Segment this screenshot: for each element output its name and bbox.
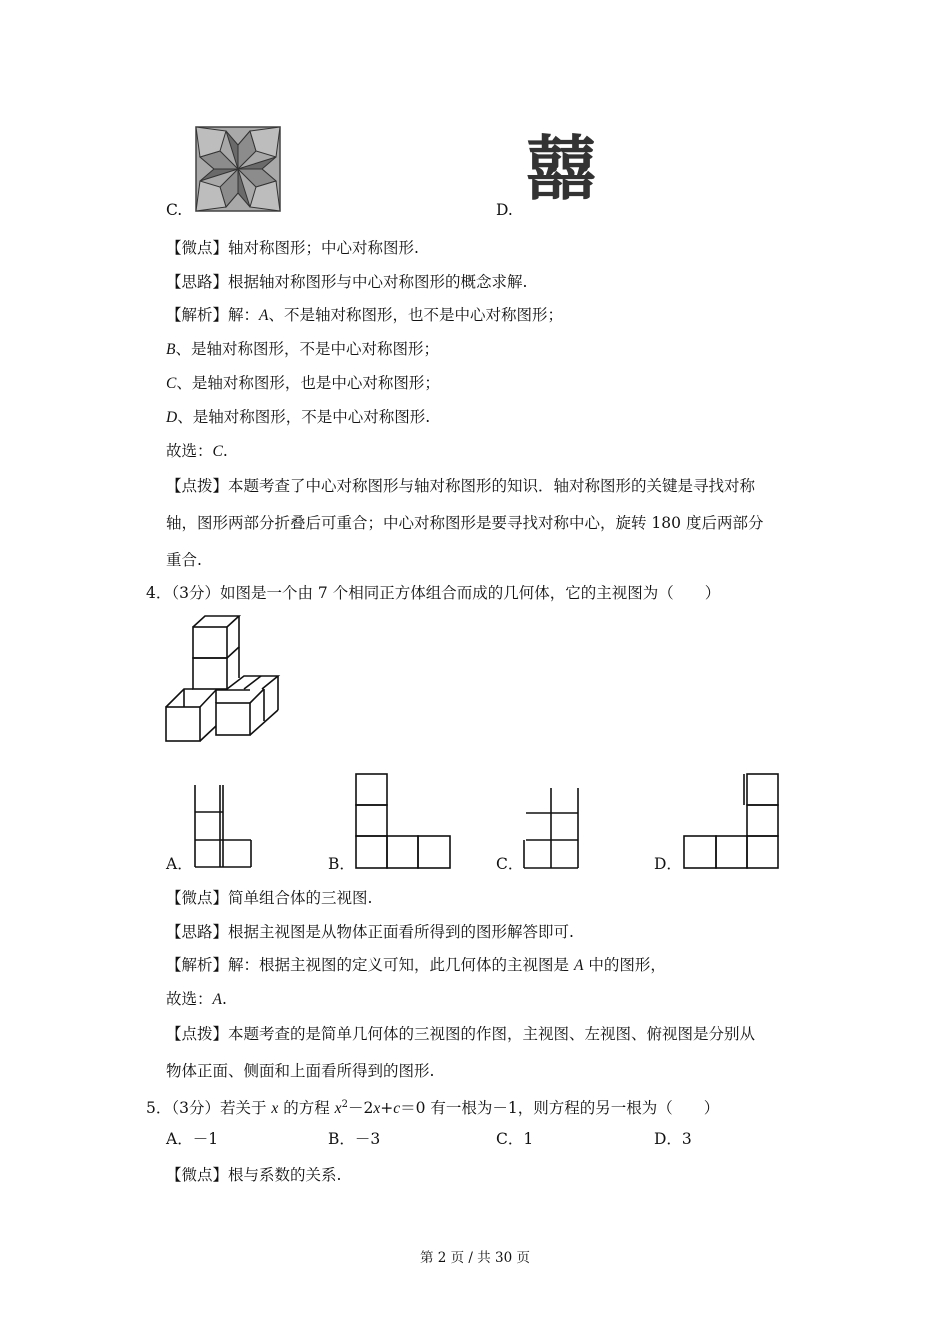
q4-weidian: 【微点】简单组合体的三视图.	[166, 889, 373, 907]
tag-weidian: 【微点】	[166, 889, 229, 907]
q4-jiexi: 【解析】解：根据主视图的定义可知，此几何体的主视图是 A 中的图形，	[166, 956, 666, 974]
tag-jiexi: 【解析】	[166, 956, 229, 974]
q4-option-a-figure	[193, 785, 253, 869]
q3-dianbo-line3: 重合.	[166, 551, 202, 569]
tag-silu: 【思路】	[166, 273, 229, 291]
tag-silu: 【思路】	[166, 923, 229, 941]
q4-dianbo-line2: 物体正面、侧面和上面看所得到的图形.	[166, 1062, 435, 1080]
q5-option-d: D．3	[654, 1130, 692, 1148]
tag-dianbo: 【点拨】	[166, 477, 229, 495]
q5-option-a: A．－1	[166, 1130, 219, 1148]
q3-jiexi-b: B、是轴对称图形，不是中心对称图形；	[166, 340, 439, 358]
q4-cube-figure	[164, 614, 280, 744]
q3-option-c-figure	[196, 127, 280, 211]
page-footer: 第 2 页 / 共 30 页	[419, 1250, 531, 1266]
q4-option-c-figure	[522, 788, 582, 870]
q3-dianbo: 【点拨】本题考查了中心对称图形与轴对称图形的知识．轴对称图形的关键是寻找对称	[166, 477, 756, 495]
tag-weidian: 【微点】	[166, 239, 229, 257]
tag-dianbo: 【点拨】	[166, 1025, 229, 1043]
q4-stem: 4．（3分）如图是一个由 7 个相同正方体组合而成的几何体，它的主视图为（ ）	[146, 584, 721, 602]
q5-weidian: 【微点】根与系数的关系.	[166, 1166, 342, 1184]
q5-option-c: C．1	[496, 1130, 534, 1148]
question-number: 4．	[146, 584, 172, 602]
tag-jiexi: 【解析】	[166, 306, 229, 324]
q3-option-c-label: C.	[166, 201, 183, 219]
q4-answer: 故选：A.	[166, 990, 227, 1008]
q4-dianbo: 【点拨】本题考查的是简单几何体的三视图的作图，主视图、左视图、俯视图是分别从	[166, 1025, 756, 1043]
q3-weidian: 【微点】轴对称图形；中心对称图形.	[166, 239, 419, 257]
q4-option-c-label: C．	[496, 855, 524, 873]
q3-jiexi: 【解析】解：A、不是轴对称图形，也不是中心对称图形；	[166, 306, 564, 324]
q3-silu: 【思路】根据轴对称图形与中心对称图形的概念求解.	[166, 273, 528, 291]
q4-silu: 【思路】根据主视图是从物体正面看所得到的图形解答即可.	[166, 923, 574, 941]
q5-stem: 5．（3分）若关于 x 的方程 $x^2-2x+c=0$ 有一根为－1，则方程的另一根为（ ）	[146, 1099, 720, 1118]
q3-jiexi-d: D、是轴对称图形，不是中心对称图形.	[166, 408, 431, 426]
q3-option-d-label: D.	[496, 201, 513, 219]
q4-option-a-label: A．	[166, 855, 193, 873]
q4-option-b-figure	[355, 773, 452, 869]
q4-option-b-label: B．	[328, 855, 355, 873]
q3-answer: 故选：C.	[166, 442, 228, 460]
q4-option-d-figure	[682, 773, 780, 869]
q5-option-b: B．－3	[328, 1130, 381, 1148]
q3-jiexi-c: C、是轴对称图形，也是中心对称图形；	[166, 374, 440, 392]
q3-dianbo-line2: 轴，图形两部分折叠后可重合；中心对称图形是要寻找对称中心，旋转 180 度后两部分	[166, 514, 764, 532]
tag-weidian: 【微点】	[166, 1166, 229, 1184]
q3-option-d-figure: 囍	[526, 128, 594, 210]
question-number: 5．	[146, 1099, 172, 1118]
q4-option-d-label: D．	[654, 855, 682, 873]
